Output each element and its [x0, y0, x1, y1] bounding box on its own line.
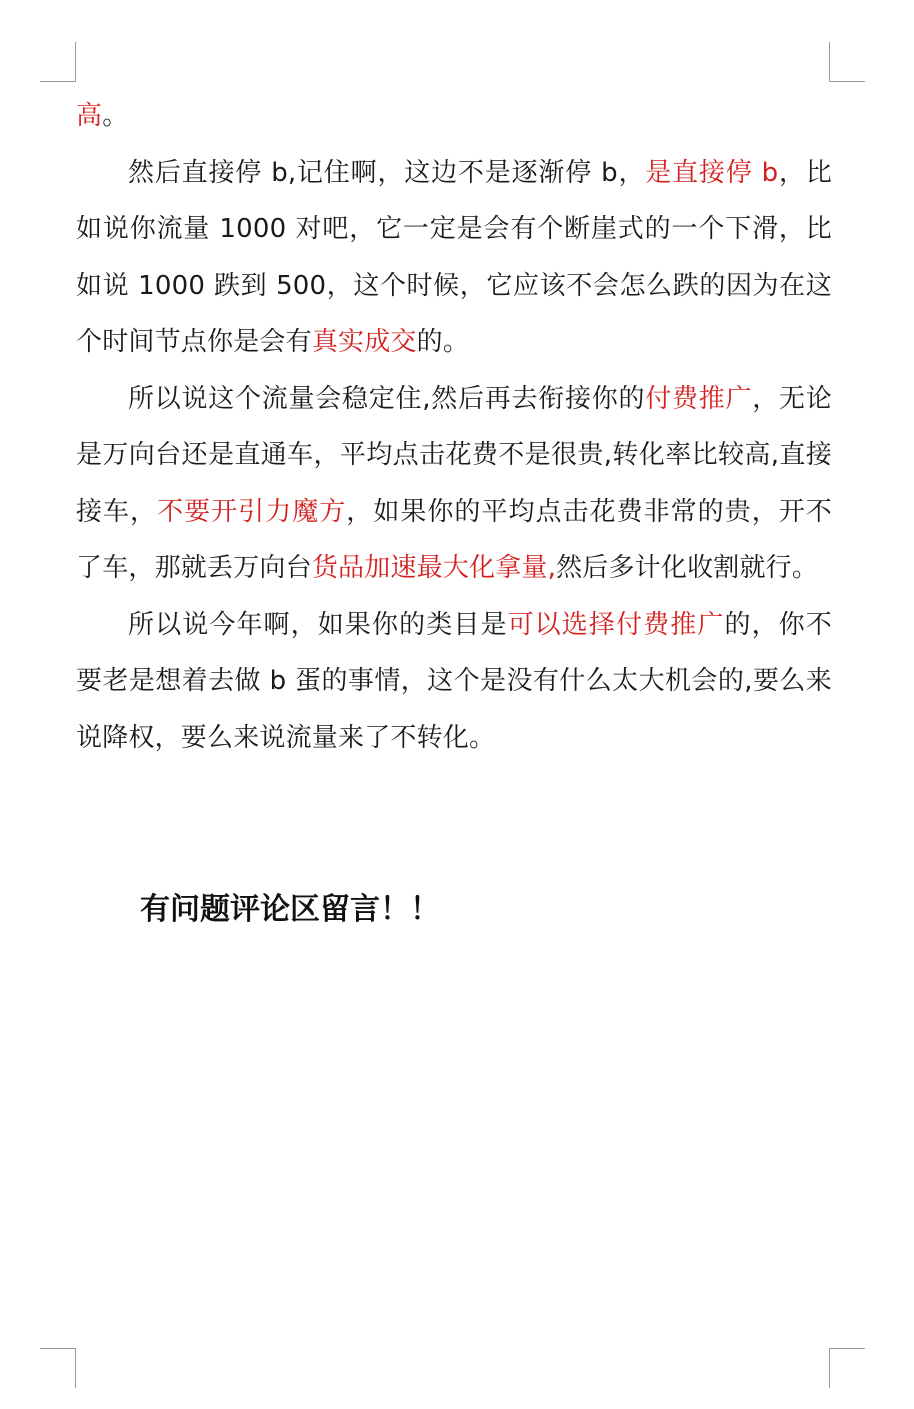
run: 的。: [416, 327, 470, 357]
highlight-run: 真实成交: [311, 327, 417, 357]
corner-mark-top-right: [829, 42, 865, 82]
highlight-run: 可以选择付费推广: [507, 609, 725, 640]
run: ，比如说你流量 1000 对吧，它一定是会有个断崖式的一个下滑，比如说 1000 跌到 500，这个时候，它应该不会怎么跌的因为在这个时间节点你是会有: [76, 157, 833, 357]
run: 。: [102, 101, 129, 131]
run: 的，你不要老是想着去做 b 蛋的事情，这个是没有什么太大机会的,要么来说降权，要么来说流量来了不转化。: [76, 609, 832, 753]
paragraph-3: [76, 597, 832, 767]
run: 所以说今年啊，如果你的类目是: [128, 609, 508, 640]
paragraph-1: [76, 145, 832, 371]
run: 然后多计化收割就行。: [556, 553, 819, 583]
corner-mark-bottom-right: [829, 1348, 865, 1388]
paragraph-0: [76, 88, 832, 145]
closing-call-to-action: 有问题评论区留言！！: [140, 892, 440, 927]
corner-mark-bottom-left: [40, 1348, 76, 1388]
highlight-run: 货品加速最大化拿量,: [311, 553, 557, 583]
highlight-run: 是直接停 b: [645, 157, 779, 188]
run: 所以说这个流量会稳定住,然后再去衔接你的: [128, 383, 646, 414]
highlight-run: 不要开引力魔方: [157, 496, 347, 527]
corner-mark-top-left: [40, 42, 76, 82]
document-body: [76, 88, 832, 766]
run: 高: [76, 101, 103, 131]
run: 然后直接停 b,记住啊，这边不是逐渐停 b，: [128, 157, 646, 188]
run: ，如果你的平均点击花费非常的贵，开不了车，那就丢万向台: [76, 496, 832, 583]
highlight-run: 付费推广: [645, 383, 753, 414]
run: ，无论是万向台还是直通车，平均点击花费不是很贵,转化率比较高,直接接车，: [76, 383, 832, 527]
paragraph-2: [76, 371, 832, 597]
